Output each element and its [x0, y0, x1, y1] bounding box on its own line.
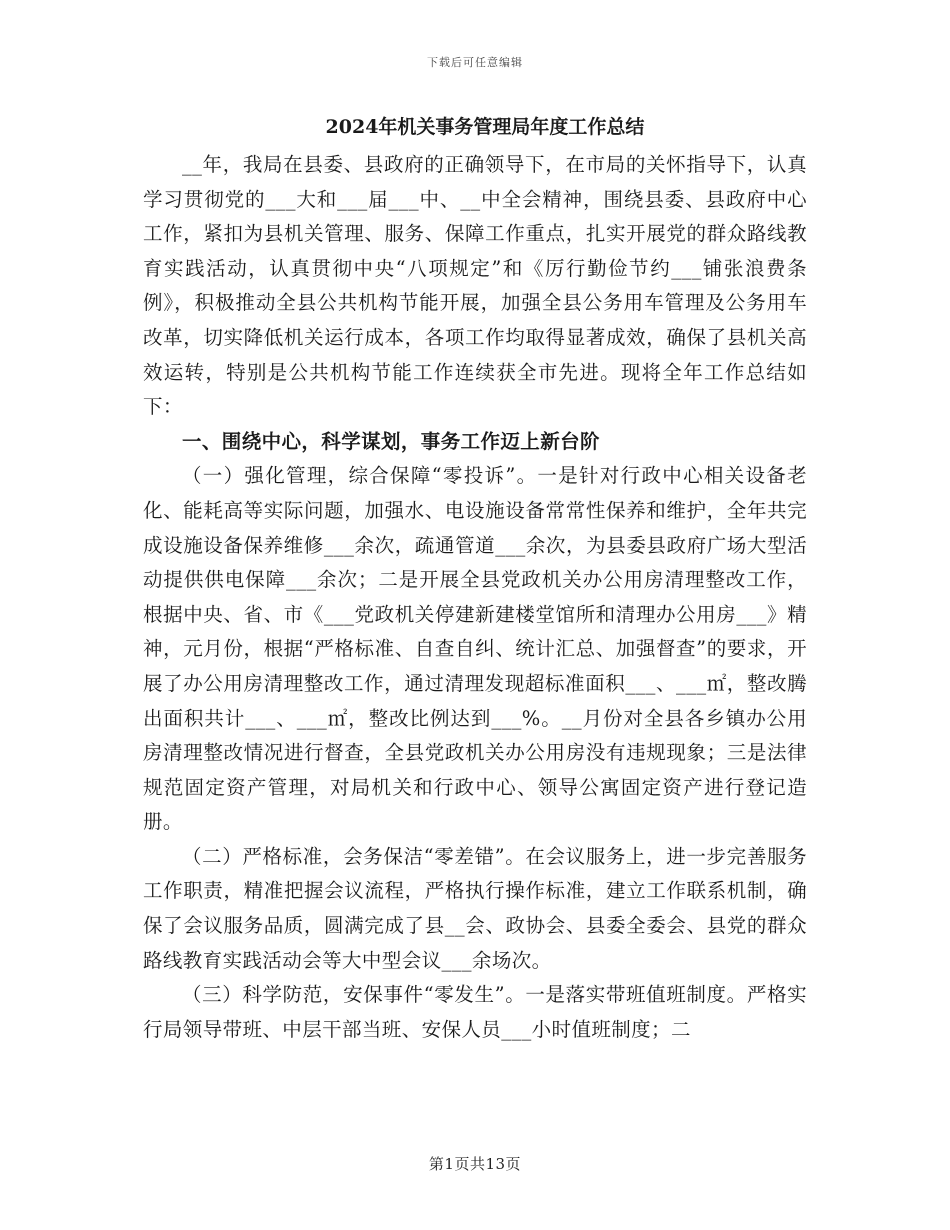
- paragraph-meeting-service: （二）严格标准，会务保洁“零差错”。在会议服务上，进一步完善服务工作职责，精准把握会议流程，严格执行操作标准，建立工作联系机制，确保了会议服务品质，圆满完成了县__会、政协会、县委全委会、县党的群众路线教育实践活动会等大中型会议___余场次。: [143, 844, 807, 972]
- section-heading-1: 一、围绕中心，科学谋划，事务工作迈上新台阶: [182, 429, 600, 453]
- paragraph-management: （一）强化管理，综合保障“零投诉”。一是针对行政中心相关设备老化、能耗高等实际问题，加强水、电设施设备常常性保养和维护，全年共完成设施设备保养维修___余次，疏通管道___余次，为县委县政府广场大型活动提供供电保障___余次；二是开展全县党政机关办公用房清理整改工作，根据中央、省、市《___党政机关停建新建楼堂馆所和清理办公用房___》精神，元月份，根据“严格标准、自查自纠、统计汇总、加强督查”的要求，开展了办公用房清理整改工作，通过清理发现超标准面积___、___㎡，整改腾出面积共计___、___㎡，整改比例达到___%。__月份对全县各乡镇办公用房清理整改情况进行督查，全县党政机关办公用房没有违规现象；三是法律规范固定资产管理，对局机关和行政中心、领导公寓固定资产进行登记造册。: [143, 464, 807, 834]
- document-body: [143, 106, 807, 1047]
- paragraph-security: （三）科学防范，安保事件“零发生”。一是落实带班值班制度。严格实行局领导带班、中层干部当班、安保人员___小时值班制度；二: [143, 983, 807, 1041]
- page-footer: 第1页共13页: [428, 1155, 522, 1173]
- document-title: 2024年机关事务管理局年度工作总结: [325, 116, 645, 138]
- intro-paragraph: __年，我局在县委、县政府的正确领导下，在市局的关怀指导下，认真学习贯彻党的___大和___届___中、__中全会精神，围绕县委、县政府中心工作，紧扣为县机关管理、服务、保障工作重点，扎实开展党的群众路线教育实践活动，认真贯彻中央“八项规定”和《厉行勤俭节约___铺张浪费条例》，积极推动全县公共机构节能开展，加强全县公务用车管理及公务用车改革，切实降低机关运行成本，各项工作均取得显著成效，确保了县机关高效运转，特别是公共机构节能工作连续获全市先进。现将全年工作总结如下：: [143, 153, 807, 419]
- header-note: 下载后可任意编辑: [427, 56, 523, 69]
